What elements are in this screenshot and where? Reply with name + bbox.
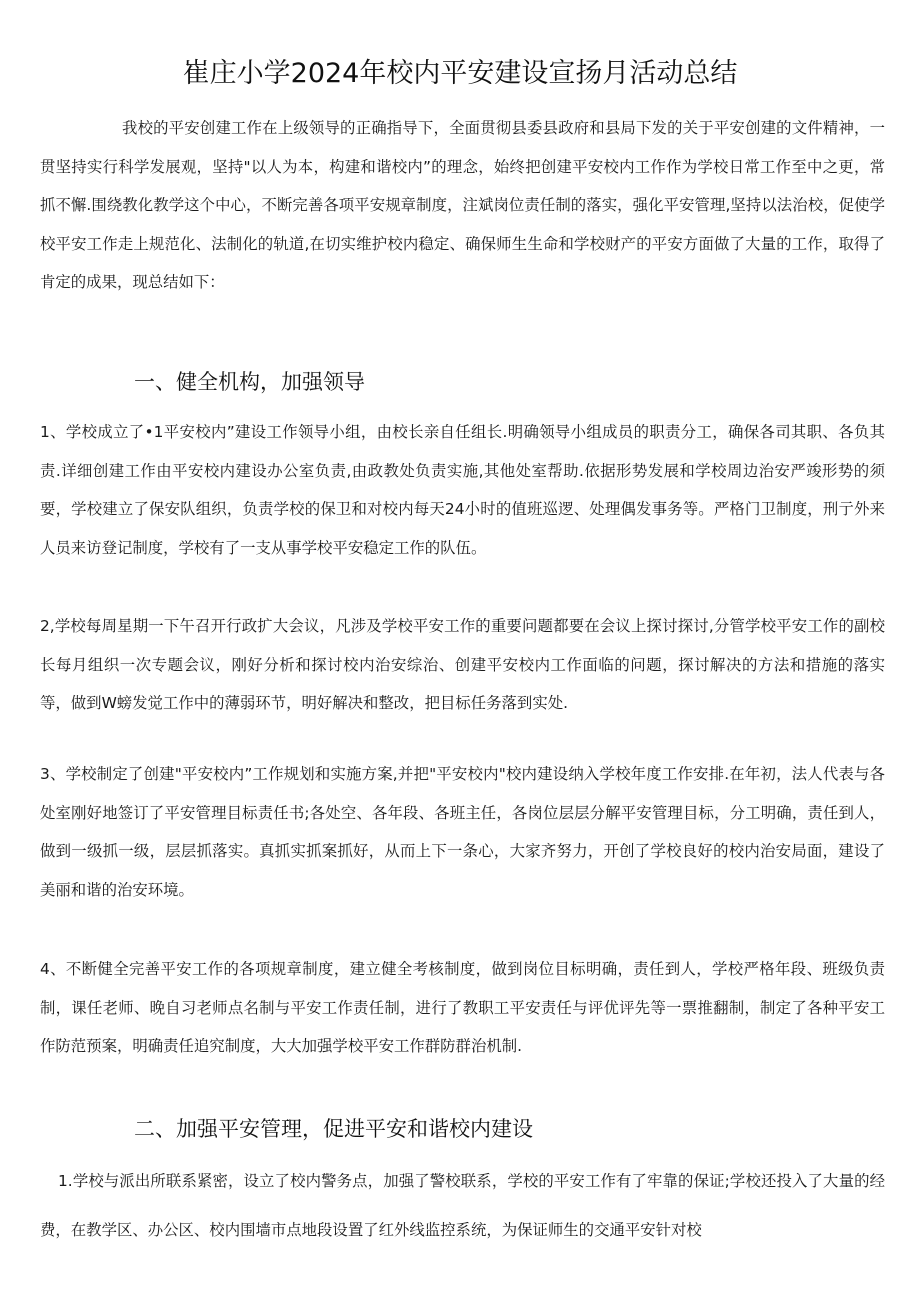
intro-paragraph: 我校的平安创建工作在上级领导的正确指导下，全面贯彻县委县政府和县局下发的关于平安创建的文件精神，一贯坚持实行科学发展观，坚持"以人为本，构建和谐校内”的理念，始终把创建平安校内工作作为学校日常工作至中之更，常抓不懈.围绕教化教学这个中心，不断完善各项平安规章制度，注斌岗位责任制的落实，强化平安管理,坚持以法治校，促使学校平安工作走上规范化、法制化的轨道,在切实维护校内稳定、确保师生生命和学校财产的平安方面做了大量的工作，取得了肯定的成果，现总结如下：	[40, 119, 885, 291]
section-1-paragraph-1: 1、学校成立了•1平安校内”建设工作领导小组，由校长亲自任组长.明确领导小组成员的职责分工，确保各司其职、各负其责.详细创建工作由平安校内建设办公室负责,由政教处负责实施,其他处室帮助.依据形势发展和学校周边治安严竣形势的须要，学校建立了保安队组织，负责学校的保卫和对校内每天24小时的值班巡逻、处理偶发事务等。严格门卫制度，刑亍外来人员来访登记制度，学校有了一支从事学校平安稳定工作的队伍。	[40, 423, 885, 557]
document-title: 崔庄小学2024年校内平安建设宣扬月活动总结	[182, 58, 738, 89]
section-1-paragraph-4: 4、不断健全完善平安工作的各项规章制度，建立健全考核制度，做到岗位目标明确，责任到人，学校严格年段、班级负责制，课任老师、晚自习老师点名制与平安工作责任制，进行了教职工平安责任与评优评先等一票推翻制，制定了各种平安工作防范预案，明确责任追究制度，大大加强学校平安工作群防群治机制.	[40, 960, 885, 1055]
section-2-paragraph-1: 1.学校与派出所联系紧密，设立了校内警务点，加强了警校联系，学校的平安工作有了牢靠的保证;学校还投入了大量的经费，在教学区、办公区、校内围墙市点地段设置了红外线监控系统，为保证师生的交通平安针对校	[40, 1172, 885, 1239]
section-1-paragraph-3: 3、学校制定了创建"平安校内”工作规划和实施方案,并把"平安校内"校内建设纳入学校年度工作安排.在年初，法人代表与各处室刚好地签订了平安管理目标责任书;各处空、各年段、各班主任，各岗位层层分解平安管理目标，分工明确，责任到人，做到一级抓一级，层层抓落实。真抓实抓案抓好，从而上下一条心，大家齐努力，开创了学校良好的校内治安局面，建设了美丽和谐的治安环境。	[40, 765, 885, 899]
section-heading-2: 二、加强平安管理，促进平安和谐校内建设	[134, 1117, 533, 1141]
section-1-paragraph-2: 2,学校每周星期一下午召开行政扩大会议，凡涉及学校平安工作的重要问题都要在会议上探讨探讨,分管学校平安工作的副校长每月组织一次专题会议，刚好分析和探讨校内治安综治、创建平安校内工作面临的问题，探讨解决的方法和措施的落实等，做到W螃发觉工作中的薄弱环节，明好解决和整改，把目标任务落到实处.	[40, 617, 885, 712]
section-heading-1: 一、健全机构，加强领导	[134, 370, 365, 394]
